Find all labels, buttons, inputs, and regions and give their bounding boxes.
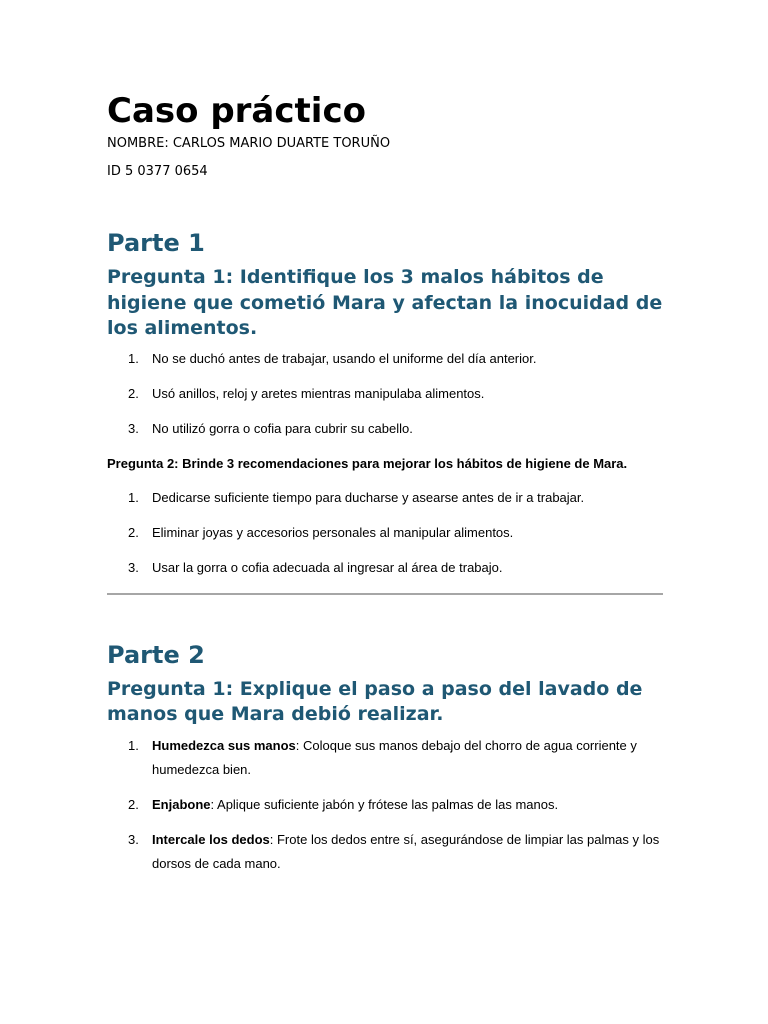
document-content [107,88,663,876]
step-name: Intercale los dedos [152,831,270,847]
list-item-text: Dedicarse suficiente tiempo para ducharse y asearse antes de ir a trabajar. [152,489,585,505]
list-item-number: 1. [128,737,139,753]
section-divider [107,593,663,595]
list-item-number: 2. [128,796,139,812]
part-1-heading: Parte 1 [107,229,205,257]
document-title: Caso práctico [107,91,366,131]
list-item-number: 3. [128,420,139,436]
list-item-text: Usar la gorra o cofia adecuada al ingresar al área de trabajo. [152,559,503,575]
part-1-question-1-list [107,347,663,441]
part-2-question-1-heading: Pregunta 1: Explique el paso a paso del lavado de manos que Mara debió realizar. [107,677,643,725]
student-id: ID 5 0377 0654 [107,164,208,179]
list-item-number: 1. [128,489,139,505]
list-item [107,417,663,441]
list-item [107,734,663,782]
list-item-text: No se duchó antes de trabajar, usando el uniforme del día anterior. [152,350,537,366]
step-description: : Frote los dedos entre sí, asegurándose de limpiar las palmas y los dorsos de cada mano. [152,831,660,871]
list-item [107,347,663,371]
list-item [107,793,663,817]
list-item [107,521,663,545]
list-item [107,556,663,580]
list-item [107,828,663,876]
step-name: Enjabone [152,796,211,812]
list-item-text: No utilizó gorra o cofia para cubrir su cabello. [152,420,413,436]
list-item-text: Usó anillos, reloj y aretes mientras manipulaba alimentos. [152,385,485,401]
list-item-number: 3. [128,831,139,847]
list-item [107,382,663,406]
part-1-question-2-heading: Pregunta 2: Brinde 3 recomendaciones para mejorar los hábitos de higiene de Mara. [107,455,628,471]
part-2-heading: Parte 2 [107,640,205,669]
list-item-text: Eliminar joyas y accesorios personales al manipular alimentos. [152,524,514,540]
step-description: : Coloque sus manos debajo del chorro de agua corriente y humedezca bien. [152,737,637,777]
part-1-question-2-list [107,486,663,580]
list-item-number: 2. [128,524,139,540]
list-item-number: 2. [128,385,139,401]
step-description: : Aplique suficiente jabón y frótese las palmas de las manos. [210,796,559,812]
list-item-number: 1. [128,350,139,366]
student-name: NOMBRE: CARLOS MARIO DUARTE TORUÑO [107,136,391,151]
list-item-number: 3. [128,559,139,575]
part-2-question-1-list [107,734,663,876]
step-name: Humedezca sus manos [152,737,296,753]
part-1-question-1-heading: Pregunta 1: Identifique los 3 malos hábitos de higiene que cometió Mara y afectan la inocuidad de los alimentos. [107,266,663,339]
list-item [107,486,663,510]
